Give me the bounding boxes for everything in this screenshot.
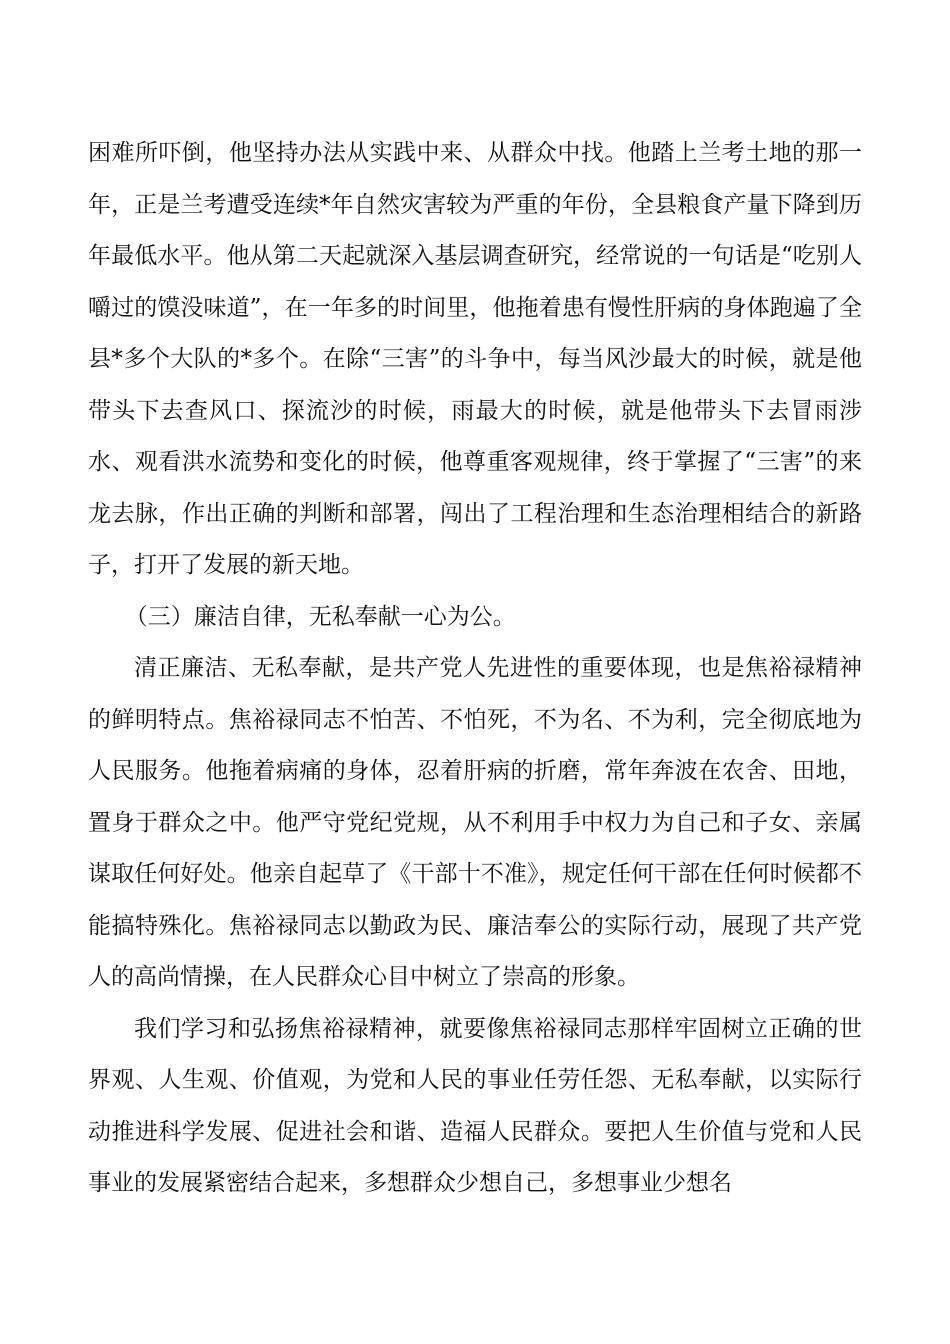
paragraph-continuation: 困难所吓倒，他坚持办法从实践中来、从群众中找。他踏上兰考土地的那一年，正是兰考遭受连续*年自然灾害较为严重的年份，全县粮食产量下降到历年最低水平。他从第二天起就深入基层调查研究，经常说的一句话是“吃别人嚼过的馍没味道”，在一年多的时间里，他拖着患有慢性肝病的身体跑遍了全县*多个大队的*多个。在除“三害”的斗争中，每当风沙最大的时候，就是他带头下去查风口、探流沙的时候，雨最大的时候，就是他带头下去冒雨涉水、观看洪水流势和变化的时候，他尊重客观规律，终于掌握了“三害”的来龙去脉，作出正确的判断和部署，闯出了工程治理和生态治理相结合的新路子，打开了发展的新天地。	[88, 140, 862, 578]
section-heading: （三）廉洁自律，无私奉献一心为公。	[124, 603, 516, 630]
paragraph-integrity: 清正廉洁、无私奉献，是共产党人先进性的重要体现，也是焦裕禄精神的鲜明特点。焦裕禄同志不怕苦、不怕死，不为名、不为利，完全彻底地为人民服务。他拖着病痛的身体，忍着肝病的折磨，常年奔波在农舍、田地，置身于群众之中。他严守党纪党规，从不利用手中权力为自己和子女、亲属谋取任何好处。他亲自起草了《干部十不准》，规定任何干部在任何时候都不能搞特殊化。焦裕禄同志以勤政为民、廉洁奉公的实际行动，展现了共产党人的高尚情操，在人民群众心目中树立了崇高的形象。	[88, 655, 862, 990]
paragraph-learning: 我们学习和弘扬焦裕禄精神，就要像焦裕禄同志那样牢固树立正确的世界观、人生观、价值观，为党和人民的事业任劳任怨、无私奉献，以实际行动推进科学发展、促进社会和谐、造福人民群众。要把人生价值与党和人民事业的发展紧密结合起来，多想群众少想自己，多想事业少想名	[88, 1015, 862, 1196]
document-body	[88, 128, 862, 1210]
